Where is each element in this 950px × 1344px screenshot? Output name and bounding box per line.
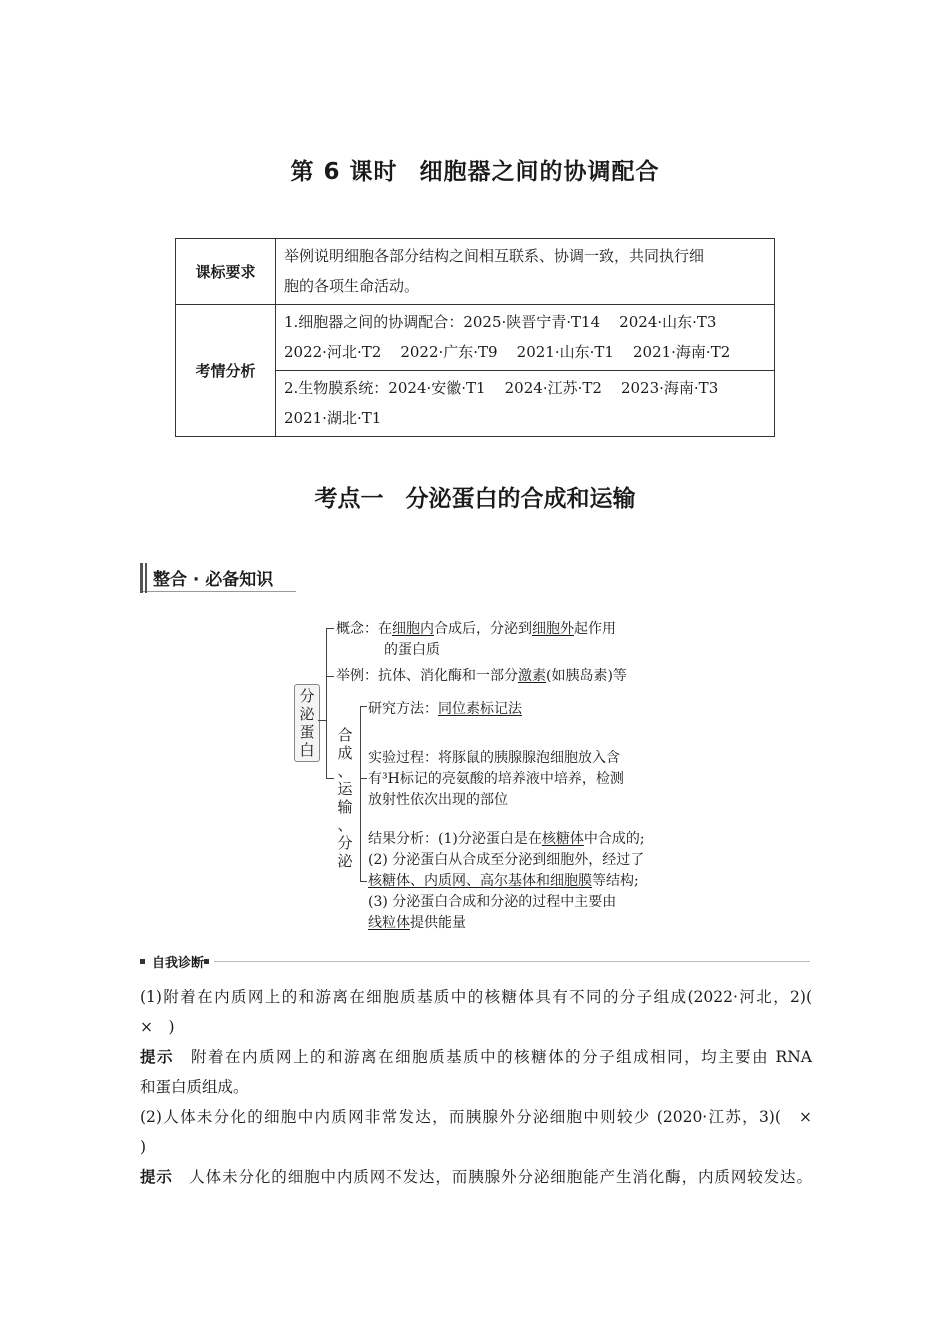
result-line: (2) 分泌蛋白从合成至分泌到细胞外，经过了 <box>368 852 645 868</box>
bracket-line <box>326 778 334 779</box>
divider <box>214 961 810 962</box>
process-line: 放射性依次出现的部位 <box>368 792 508 808</box>
branch-label <box>336 726 354 870</box>
concept-keyword: 细胞外 <box>532 621 574 637</box>
process-line: 有³H标记的亮氨酸的培养液中培养，检测 <box>368 771 624 787</box>
result-line <box>368 913 466 934</box>
result-line <box>368 829 645 850</box>
result-keyword: 核糖体 <box>541 831 584 847</box>
bracket-line <box>318 720 326 721</box>
answer-2-line1 <box>140 1162 812 1192</box>
sub-bracket-line <box>360 706 361 882</box>
bracket-line <box>326 628 327 778</box>
result-text: 提供能量 <box>410 915 466 931</box>
bracket-line <box>326 676 334 677</box>
square-bullet-icon <box>204 959 209 964</box>
table-line: 胞的各项生命活动。 <box>284 277 420 295</box>
question-2-line1: (2)人体未分化的细胞中内质网非常发达，而胰腺外分泌细胞中则较少 (2020·江苏，3)( × <box>140 1108 812 1126</box>
process-line: 实验过程：将豚鼠的胰腺腺泡细胞放入含 <box>368 750 620 766</box>
branch-char: 、 <box>337 762 353 780</box>
table-line: 2022·河北·T2 2022·广东·T9 2021·山东·T1 2021·海南·T2 <box>284 343 731 361</box>
diagram-root <box>294 684 320 762</box>
lesson-number: 第 6 课时 <box>290 159 398 185</box>
question-1-line2: × ) <box>140 1018 175 1036</box>
answer-1-line1 <box>140 1042 812 1072</box>
example-node <box>336 666 627 687</box>
sub-bracket-line <box>360 881 367 882</box>
branch-char: 运 <box>337 780 353 798</box>
root-char: 分 <box>299 687 315 705</box>
concept-node-line2: 的蛋白质 <box>384 642 440 658</box>
method-node <box>368 699 522 720</box>
section-name: 分泌蛋白的合成和运输 <box>405 486 636 512</box>
table-line: 1.细胞器之间的协调配合：2025·陕晋宁青·T14 2024·山东·T3 <box>284 313 717 331</box>
concept-node <box>336 619 616 640</box>
result-text: 结果分析：(1)分泌蛋白是在 <box>368 831 542 847</box>
method-keyword: 同位素标记法 <box>438 701 522 717</box>
self-check-header <box>140 952 810 972</box>
branch-char: 输 <box>337 798 353 816</box>
question-1-line1: (1)附着在内质网上的和游离在细胞质基质中的核糖体具有不同的分子组成(2022·河北，2)( <box>140 988 812 1006</box>
branch-char: 泌 <box>337 852 353 870</box>
root-char: 蛋 <box>299 723 315 741</box>
branch-char: 成 <box>337 744 353 762</box>
table-line: 2021·湖北·T1 <box>284 409 382 427</box>
table-line: 举例说明细胞各部分结构之间相互联系、协调一致，共同执行细 <box>284 247 705 265</box>
sub-bracket-line <box>360 778 367 779</box>
result-text: 中合成的; <box>583 831 645 847</box>
table-line: 2.生物膜系统：2024·安徽·T1 2024·江苏·T2 2023·海南·T3 <box>284 379 719 397</box>
branch-char: 合 <box>337 726 353 744</box>
branch-char: 分 <box>337 834 353 852</box>
concept-text: 概念：在 <box>336 621 392 637</box>
bracket-line <box>326 628 334 629</box>
example-text: (如胰岛素)等 <box>546 668 627 684</box>
hint-label: 提示 <box>140 1048 175 1066</box>
result-line <box>368 871 639 892</box>
concept-text: 合成后，分泌到 <box>434 621 532 637</box>
table-label-analysis: 考情分析 <box>176 305 276 437</box>
root-char: 白 <box>299 741 315 759</box>
self-check-label: 自我诊断 <box>152 956 205 971</box>
section-point: 考点一 <box>314 486 384 512</box>
lesson-name: 细胞器之间的协调配合 <box>419 159 660 185</box>
method-text: 研究方法： <box>368 701 438 717</box>
result-line: (3) 分泌蛋白合成和分泌的过程中主要由 <box>368 894 617 910</box>
answer-1-line2: 和蛋白质组成。 <box>140 1078 249 1096</box>
square-bullet-icon <box>140 959 145 964</box>
concept-text: 起作用 <box>574 621 616 637</box>
example-keyword: 激素 <box>518 668 546 684</box>
result-keyword: 线粒体 <box>368 915 410 931</box>
sub-bracket-line <box>360 706 367 707</box>
answer-text: 附着在内质网上的和游离在细胞质基质中的核糖体的分子组成相同，均主要由 RNA <box>191 1048 812 1066</box>
branch-char: 、 <box>337 816 353 834</box>
hint-label: 提示 <box>140 1168 173 1186</box>
section-label-text: 整合 · 必备知识 <box>153 570 274 590</box>
result-keyword: 核糖体、内质网、高尔基体和细胞膜 <box>368 873 592 889</box>
question-2-line2: ) <box>140 1138 147 1156</box>
table-label-standard: 课标要求 <box>176 239 276 305</box>
result-text: 等结构; <box>592 873 639 889</box>
concept-keyword: 细胞内 <box>392 621 434 637</box>
answer-text: 人体未分化的细胞中内质网不发达，而胰腺外分泌细胞能产生消化酶，内质网较发达。 <box>189 1168 812 1186</box>
example-text: 举例：抗体、消化酶和一部分 <box>336 668 518 684</box>
root-char: 泌 <box>299 705 315 723</box>
